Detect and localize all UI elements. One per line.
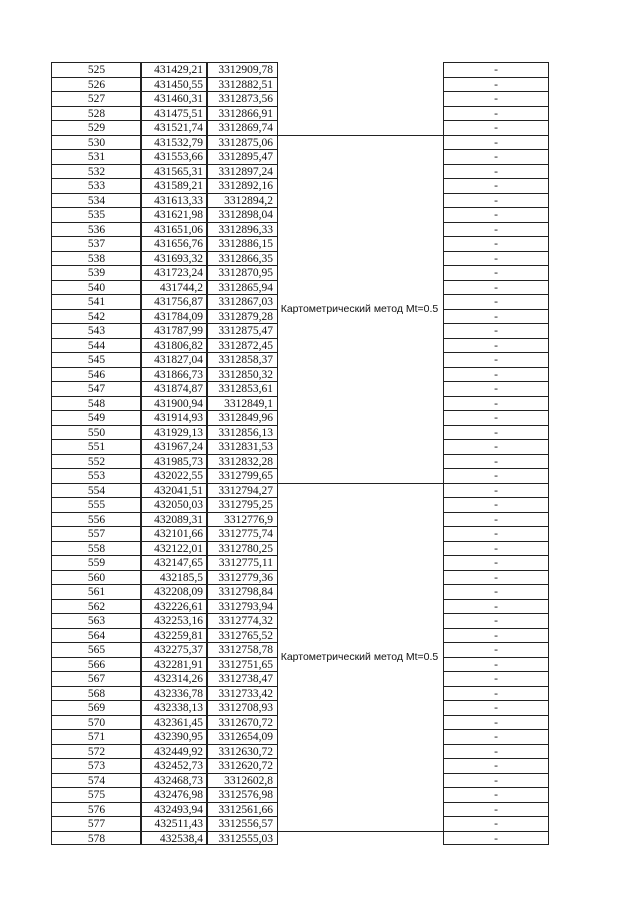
value-cell: -: [444, 352, 548, 367]
value-cell: -: [444, 62, 548, 77]
point-number-cell: 555: [52, 497, 141, 512]
y-coordinate-cell: 3312865,94: [207, 280, 277, 295]
value-cell: -: [444, 439, 548, 454]
x-coordinate-cell: 431532,79: [141, 135, 207, 150]
point-number-cell: 575: [52, 787, 141, 802]
x-coordinate-cell: 432476,98: [141, 787, 207, 802]
y-coordinate-cell: 3312708,93: [207, 700, 277, 715]
point-number-cell: 565: [52, 642, 141, 657]
value-cell: -: [444, 773, 548, 788]
value-cell: -: [444, 512, 548, 527]
y-coordinate-cell: 3312620,72: [207, 758, 277, 773]
y-coordinate-cell: 3312850,32: [207, 367, 277, 382]
point-number-cell: 564: [52, 628, 141, 643]
point-number-cell: 561: [52, 584, 141, 599]
point-number-cell: 543: [52, 323, 141, 338]
y-coordinate-cell: 3312654,09: [207, 729, 277, 744]
x-coordinate-cell: 432390,95: [141, 729, 207, 744]
y-coordinate-cell: 3312832,28: [207, 454, 277, 469]
value-cell: -: [444, 642, 548, 657]
x-coordinate-cell: 432041,51: [141, 483, 207, 498]
value-cell: -: [444, 381, 548, 396]
point-number-column: [51, 62, 142, 845]
x-coordinate-cell: 432449,92: [141, 744, 207, 759]
point-number-cell: 537: [52, 236, 141, 251]
x-coordinate-cell: 432468,73: [141, 773, 207, 788]
y-coordinate-cell: 3312853,61: [207, 381, 277, 396]
value-cell: -: [444, 309, 548, 324]
x-coordinate-cell: 432101,66: [141, 526, 207, 541]
x-coordinate-cell: 431521,74: [141, 120, 207, 135]
point-number-cell: 530: [52, 135, 141, 150]
value-cell: -: [444, 294, 548, 309]
y-coordinate-cell: 3312866,35: [207, 251, 277, 266]
y-coordinate-cell: 3312849,1: [207, 396, 277, 411]
point-number-cell: 550: [52, 425, 141, 440]
y-coordinate-cell: 3312875,06: [207, 135, 277, 150]
point-number-cell: 576: [52, 802, 141, 817]
y-coordinate-cell: 3312794,27: [207, 483, 277, 498]
value-cell: -: [444, 164, 548, 179]
point-number-cell: 540: [52, 280, 141, 295]
value-cell: -: [444, 744, 548, 759]
x-coordinate-cell: 432314,26: [141, 671, 207, 686]
y-coordinate-cell: 3312555,03: [207, 831, 277, 846]
point-number-cell: 542: [52, 309, 141, 324]
x-coordinate-cell: 431589,21: [141, 178, 207, 193]
y-coordinate-cell: 3312758,78: [207, 642, 277, 657]
x-coordinate-cell: 432147,65: [141, 555, 207, 570]
x-coordinate-cell: 431806,82: [141, 338, 207, 353]
y-coordinate-cell: 3312751,65: [207, 657, 277, 672]
point-number-cell: 535: [52, 207, 141, 222]
point-number-cell: 534: [52, 193, 141, 208]
point-number-cell: 541: [52, 294, 141, 309]
value-cell: -: [444, 816, 548, 831]
point-number-cell: 525: [52, 62, 141, 77]
y-coordinate-cell: 3312561,66: [207, 802, 277, 817]
x-coordinate-cell: 432185,5: [141, 570, 207, 585]
y-coordinate-cell: 3312779,36: [207, 570, 277, 585]
y-coordinate-cell: 3312892,16: [207, 178, 277, 193]
x-coordinate-cell: 431565,31: [141, 164, 207, 179]
point-number-cell: 577: [52, 816, 141, 831]
value-cell: -: [444, 222, 548, 237]
value-cell: -: [444, 77, 548, 92]
point-number-cell: 572: [52, 744, 141, 759]
point-number-cell: 532: [52, 164, 141, 179]
value-cell: -: [444, 396, 548, 411]
value-cell: -: [444, 715, 548, 730]
x-coordinate-cell: 431475,51: [141, 106, 207, 121]
value-cell: -: [444, 483, 548, 498]
value-cell: -: [444, 280, 548, 295]
point-number-cell: 566: [52, 657, 141, 672]
y-coordinate-cell: 3312896,33: [207, 222, 277, 237]
value-cell: -: [444, 338, 548, 353]
y-coordinate-cell: 3312765,52: [207, 628, 277, 643]
value-cell: -: [444, 628, 548, 643]
x-coordinate-cell: 432022,55: [141, 468, 207, 483]
point-number-cell: 548: [52, 396, 141, 411]
value-cell: -: [444, 526, 548, 541]
y-coordinate-cell: 3312872,45: [207, 338, 277, 353]
point-number-cell: 568: [52, 686, 141, 701]
y-coordinate-cell: 3312849,96: [207, 410, 277, 425]
y-coordinate-cell: 3312898,04: [207, 207, 277, 222]
method-group-divider: [276, 135, 443, 136]
point-number-cell: 529: [52, 120, 141, 135]
value-cell: -: [444, 657, 548, 672]
x-coordinate-cell: 431651,06: [141, 222, 207, 237]
method-group-divider: [276, 483, 443, 484]
method-label: Картометрический метод Mt=0.5: [280, 302, 439, 315]
point-number-cell: 559: [52, 555, 141, 570]
y-coordinate-cell: 3312895,47: [207, 149, 277, 164]
point-number-cell: 563: [52, 613, 141, 628]
x-coordinate-cell: 431656,76: [141, 236, 207, 251]
y-coordinate-cell: 3312867,03: [207, 294, 277, 309]
y-coordinate-cell: 3312866,91: [207, 106, 277, 121]
x-coordinate-cell: 431787,99: [141, 323, 207, 338]
point-number-cell: 527: [52, 91, 141, 106]
x-coordinate-cell: 431693,32: [141, 251, 207, 266]
value-column: [443, 62, 549, 845]
value-cell: -: [444, 570, 548, 585]
x-coordinate-cell: 432452,73: [141, 758, 207, 773]
point-number-cell: 558: [52, 541, 141, 556]
y-coordinate-cell: 3312879,28: [207, 309, 277, 324]
y-coordinate-cell: 3312886,15: [207, 236, 277, 251]
point-number-cell: 562: [52, 599, 141, 614]
value-cell: -: [444, 410, 548, 425]
value-cell: -: [444, 700, 548, 715]
y-coordinate-cell: 3312897,24: [207, 164, 277, 179]
value-cell: -: [444, 135, 548, 150]
x-coordinate-cell: 432050,03: [141, 497, 207, 512]
value-cell: -: [444, 468, 548, 483]
point-number-cell: 536: [52, 222, 141, 237]
point-number-cell: 567: [52, 671, 141, 686]
value-cell: -: [444, 671, 548, 686]
value-cell: -: [444, 802, 548, 817]
x-coordinate-cell: 432226,61: [141, 599, 207, 614]
x-coordinate-cell: 431613,33: [141, 193, 207, 208]
point-number-cell: 549: [52, 410, 141, 425]
value-cell: -: [444, 106, 548, 121]
point-number-cell: 569: [52, 700, 141, 715]
y-coordinate-cell: 3312670,72: [207, 715, 277, 730]
y-coordinate-cell: 3312780,25: [207, 541, 277, 556]
x-coordinate-column: [140, 62, 208, 845]
value-cell: -: [444, 251, 548, 266]
value-cell: -: [444, 497, 548, 512]
value-cell: -: [444, 120, 548, 135]
value-cell: -: [444, 323, 548, 338]
x-coordinate-cell: 431874,87: [141, 381, 207, 396]
value-cell: -: [444, 831, 548, 846]
point-number-cell: 570: [52, 715, 141, 730]
method-group-divider: [276, 831, 443, 832]
point-number-cell: 574: [52, 773, 141, 788]
value-cell: -: [444, 613, 548, 628]
x-coordinate-cell: 431827,04: [141, 352, 207, 367]
y-coordinate-cell: 3312775,11: [207, 555, 277, 570]
point-number-cell: 531: [52, 149, 141, 164]
value-cell: -: [444, 686, 548, 701]
point-number-cell: 528: [52, 106, 141, 121]
value-cell: -: [444, 236, 548, 251]
y-coordinate-cell: 3312873,56: [207, 91, 277, 106]
x-coordinate-cell: 432275,37: [141, 642, 207, 657]
value-cell: -: [444, 425, 548, 440]
point-number-cell: 551: [52, 439, 141, 454]
value-cell: -: [444, 265, 548, 280]
point-number-cell: 546: [52, 367, 141, 382]
y-coordinate-cell: 3312909,78: [207, 62, 277, 77]
x-coordinate-cell: 431553,66: [141, 149, 207, 164]
x-coordinate-cell: 431460,31: [141, 91, 207, 106]
point-number-cell: 560: [52, 570, 141, 585]
x-coordinate-cell: 432089,31: [141, 512, 207, 527]
y-coordinate-cell: 3312875,47: [207, 323, 277, 338]
value-cell: -: [444, 555, 548, 570]
point-number-cell: 538: [52, 251, 141, 266]
point-number-cell: 547: [52, 381, 141, 396]
point-number-cell: 554: [52, 483, 141, 498]
x-coordinate-cell: 432122,01: [141, 541, 207, 556]
method-label: Картометрический метод Mt=0.5: [280, 650, 439, 663]
y-coordinate-cell: 3312774,32: [207, 613, 277, 628]
value-cell: -: [444, 178, 548, 193]
value-cell: -: [444, 207, 548, 222]
value-cell: -: [444, 729, 548, 744]
y-coordinate-cell: 3312795,25: [207, 497, 277, 512]
value-cell: -: [444, 454, 548, 469]
x-coordinate-cell: 432208,09: [141, 584, 207, 599]
x-coordinate-cell: 431621,98: [141, 207, 207, 222]
y-coordinate-cell: 3312869,74: [207, 120, 277, 135]
x-coordinate-cell: 431723,24: [141, 265, 207, 280]
point-number-cell: 526: [52, 77, 141, 92]
point-number-cell: 578: [52, 831, 141, 846]
point-number-cell: 571: [52, 729, 141, 744]
x-coordinate-cell: 431866,73: [141, 367, 207, 382]
value-cell: -: [444, 787, 548, 802]
x-coordinate-cell: 432281,91: [141, 657, 207, 672]
value-cell: -: [444, 758, 548, 773]
y-coordinate-cell: 3312858,37: [207, 352, 277, 367]
y-coordinate-cell: 3312870,95: [207, 265, 277, 280]
point-number-cell: 553: [52, 468, 141, 483]
point-number-cell: 533: [52, 178, 141, 193]
x-coordinate-cell: 431929,13: [141, 425, 207, 440]
value-cell: -: [444, 193, 548, 208]
value-cell: -: [444, 541, 548, 556]
y-coordinate-cell: 3312798,84: [207, 584, 277, 599]
point-number-cell: 557: [52, 526, 141, 541]
x-coordinate-cell: 432259,81: [141, 628, 207, 643]
x-coordinate-cell: 431784,09: [141, 309, 207, 324]
y-coordinate-cell: 3312602,8: [207, 773, 277, 788]
x-coordinate-cell: 431744,2: [141, 280, 207, 295]
y-coordinate-cell: 3312831,53: [207, 439, 277, 454]
x-coordinate-cell: 432361,45: [141, 715, 207, 730]
value-cell: -: [444, 599, 548, 614]
x-coordinate-cell: 431450,55: [141, 77, 207, 92]
y-coordinate-cell: 3312775,74: [207, 526, 277, 541]
y-coordinate-cell: 3312738,47: [207, 671, 277, 686]
x-coordinate-cell: 432253,16: [141, 613, 207, 628]
y-coordinate-cell: 3312776,9: [207, 512, 277, 527]
point-number-cell: 544: [52, 338, 141, 353]
x-coordinate-cell: 432338,13: [141, 700, 207, 715]
x-coordinate-cell: 431429,21: [141, 62, 207, 77]
point-number-cell: 556: [52, 512, 141, 527]
value-cell: -: [444, 584, 548, 599]
x-coordinate-cell: 431900,94: [141, 396, 207, 411]
y-coordinate-column: [206, 62, 278, 845]
point-number-cell: 545: [52, 352, 141, 367]
y-coordinate-cell: 3312630,72: [207, 744, 277, 759]
y-coordinate-cell: 3312556,57: [207, 816, 277, 831]
y-coordinate-cell: 3312793,94: [207, 599, 277, 614]
x-coordinate-cell: 432538,4: [141, 831, 207, 846]
x-coordinate-cell: 431985,73: [141, 454, 207, 469]
y-coordinate-cell: 3312894,2: [207, 193, 277, 208]
value-cell: -: [444, 91, 548, 106]
x-coordinate-cell: 431914,93: [141, 410, 207, 425]
value-cell: -: [444, 149, 548, 164]
y-coordinate-cell: 3312882,51: [207, 77, 277, 92]
x-coordinate-cell: 431967,24: [141, 439, 207, 454]
y-coordinate-cell: 3312733,42: [207, 686, 277, 701]
y-coordinate-cell: 3312576,98: [207, 787, 277, 802]
point-number-cell: 573: [52, 758, 141, 773]
value-cell: -: [444, 367, 548, 382]
point-number-cell: 539: [52, 265, 141, 280]
y-coordinate-cell: 3312856,13: [207, 425, 277, 440]
y-coordinate-cell: 3312799,65: [207, 468, 277, 483]
x-coordinate-cell: 432493,94: [141, 802, 207, 817]
x-coordinate-cell: 432511,43: [141, 816, 207, 831]
x-coordinate-cell: 432336,78: [141, 686, 207, 701]
point-number-cell: 552: [52, 454, 141, 469]
x-coordinate-cell: 431756,87: [141, 294, 207, 309]
